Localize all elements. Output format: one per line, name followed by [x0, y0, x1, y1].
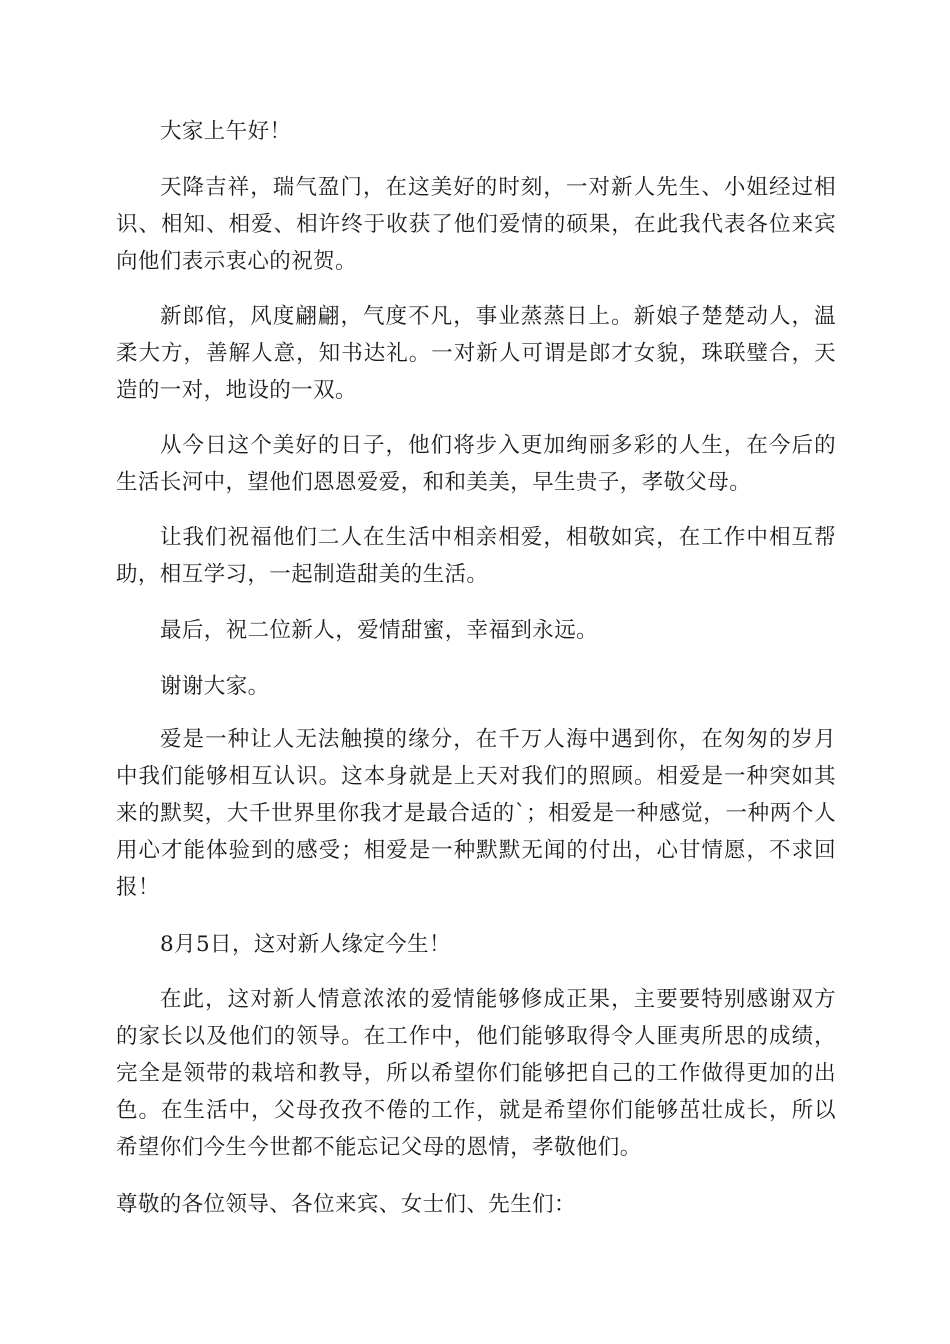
couple-description-paragraph: 新郎倌，风度翩翩，气度不凡，事业蒸蒸日上。新娘子楚楚动人，温柔大方，善解人意，知书达礼。一对新人可谓是郎才女貌，珠联璧合，天造的一对，地设的一双。	[116, 304, 836, 403]
love-paragraph: 爱是一种让人无法触摸的缘分，在千万人海中遇到你，在匆匆的岁月中我们能够相互认识。这本身就是上天对我们的照顾。相爱是一种突如其来的默契，大千世界里你我才是最合适的`；相爱是一种感觉，一种两个人用心才能体验到的感受；相爱是一种默默无闻的付出，心甘情愿，不求回报！	[116, 727, 836, 900]
thanks-paragraph: 谢谢大家。	[160, 674, 270, 699]
blessing-paragraph: 天降吉祥，瑞气盈门，在这美好的时刻，一对新人先生、小姐经过相识、相知、相爱、相许终于收获了他们爱情的硕果，在此我代表各位来宾向他们表示衷心的祝贺。	[116, 175, 836, 274]
gratitude-paragraph: 在此，这对新人情意浓浓的爱情能够修成正果，主要要特别感谢双方的家长以及他们的领导。在工作中，他们能够取得令人匪夷所思的成绩，完全是领带的栽培和教导，所以希望你们能够把自己的工作做得更加的出色。在生活中，父母孜孜不倦的工作，就是希望你们能够茁壮成长，所以希望你们今生今世都不能忘记父母的恩情，孝敬他们。	[116, 987, 836, 1160]
future-wishes-paragraph: 从今日这个美好的日子，他们将步入更加绚丽多彩的人生，在今后的生活长河中，望他们恩恩爱爱，和和美美，早生贵子，孝敬父母。	[116, 433, 836, 495]
greeting-paragraph: 大家上午好！	[160, 119, 292, 144]
date-paragraph: 8月5日，这对新人缘定今生！	[160, 932, 451, 957]
toast-paragraph: 让我们祝福他们二人在生活中相亲相爱，相敬如宾，在工作中相互帮助，相互学习，一起制造甜美的生活。	[116, 525, 836, 587]
closing-wish-paragraph: 最后，祝二位新人，爱情甜蜜，幸福到永远。	[160, 618, 599, 643]
salutation-paragraph: 尊敬的各位领导、各位来宾、女士们、先生们：	[116, 1192, 576, 1217]
